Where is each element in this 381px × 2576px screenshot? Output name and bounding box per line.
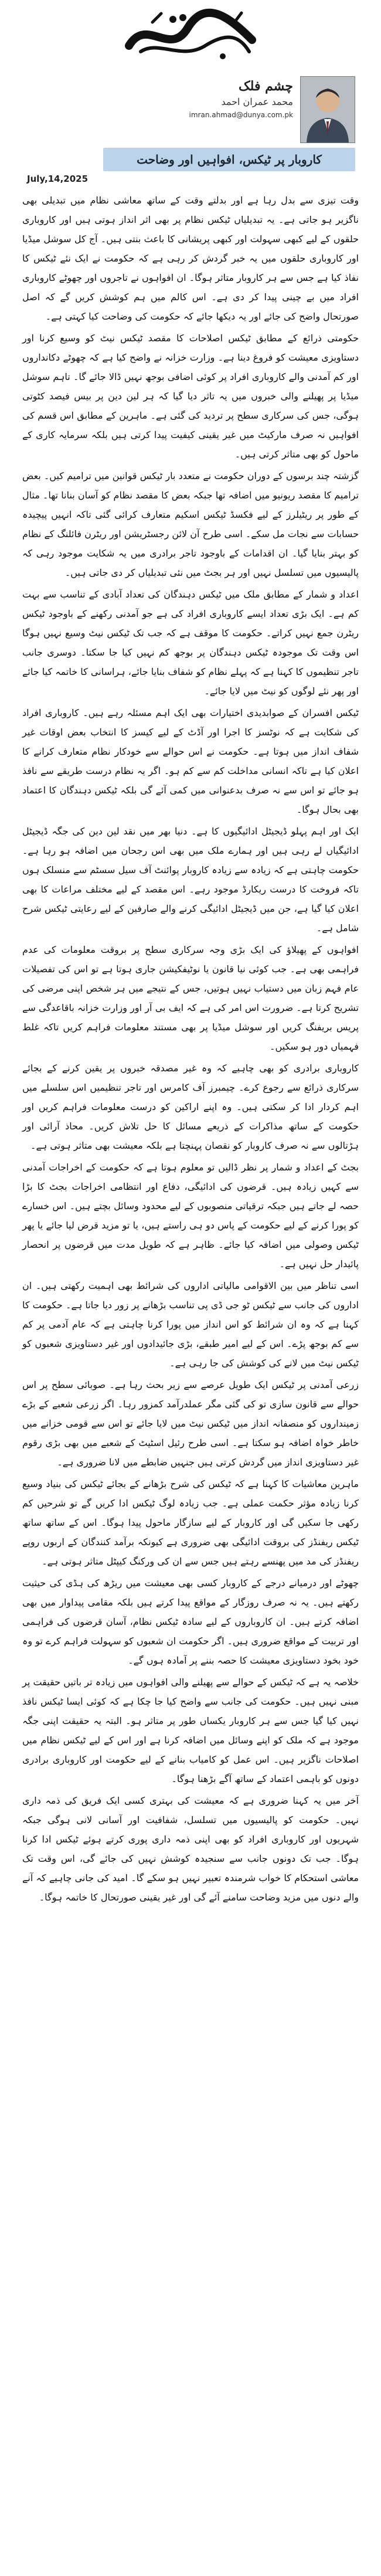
article-paragraph: ماہرین معاشیات کا کہنا ہے کہ ٹیکس کی شرح بڑھانے کے بجائے ٹیکس کی بنیاد وسیع کرنا زیادہ مؤثر حکمت عملی ہے۔ جب زیادہ لوگ ٹیکس ادا کریں گے تو شرحیں کم رکھی جا سکیں گی اور کاروبار کے لیے سازگار ماحول پیدا ہوگا۔ اس کے ساتھ ساتھ ٹیکس ریفنڈز کی بروقت ادائیگی بھی ضروری ہے کیونکہ برآمد کنندگان کے اربوں روپے ریفنڈز کی مد میں پھنسے رہتے ہیں جس سے ان کی ورکنگ کیپٹل متاثر ہوتی ہے۔ [22,1478,359,1567]
article-paragraph: افواہوں کے پھیلاؤ کی ایک بڑی وجہ سرکاری سطح پر بروقت معلومات کی عدم فراہمی بھی ہے۔ جب کوئی نیا قانون یا نوٹیفکیشن جاری ہوتا ہے تو اس کی تفصیلات عام فہم زبان میں دستیاب نہیں ہوتیں، جس کے نتیجے میں ہر شخص اپنی مرضی کی تشریح کرتا ہے۔ ضرورت اس امر کی ہے کہ ایف بی آر اور وزارت خزانہ باقاعدگی سے پریس بریفنگ کریں اور سوشل میڈیا پر بھی مستند معلومات فراہم کریں تاکہ غلط فہمیاں دور ہو سکیں۔ [22,944,359,1052]
author-name: محمد عمران احمد [221,96,293,108]
byline-section [15,70,366,191]
masthead [15,0,366,70]
author-email[interactable]: imran.ahmad@dunya.com.pk [189,111,293,120]
article-paragraph: آخر میں یہ کہنا ضروری ہے کہ معیشت کی بہتری کسی ایک فریق کی ذمہ داری نہیں۔ حکومت کو پالیسیوں میں تسلسل، شفافیت اور آسانی لانی ہوگی جبکہ شہریوں اور کاروباری افراد کو بھی اپنی ذمہ داری پوری کرتے ہوئے ٹیکس ادا کرنا ہوگا۔ جب تک دونوں جانب سے سنجیدہ کوشش نہیں کی جائے گی، اس وقت تک معاشی استحکام کا خواب شرمندہ تعبیر نہیں ہو سکے گا۔ امید کی جانی چاہیے کہ آنے والے دنوں میں مزید وضاحت سامنے آئے گی اور غیر یقینی صورتحال کا خاتمہ ہوگا۔ [22,1795,359,1903]
byline-text [123,79,293,119]
headline: کاروبار پر ٹیکس، افواہیں اور وضاحت [103,148,355,171]
article-paragraph: چھوٹے اور درمیانے درجے کے کاروبار کسی بھی معیشت میں ریڑھ کی ہڈی کی حیثیت رکھتے ہیں۔ یہ نہ صرف روزگار کے مواقع پیدا کرتے ہیں بلکہ مقامی پیداوار میں بھی اضافہ کرتے ہیں۔ ان کاروباروں کے لیے سادہ ٹیکس نظام، آسان قرضوں کی فراہمی اور تربیت کے مواقع ضروری ہیں۔ اگر حکومت ان شعبوں کو سہولت فراہم کرے تو وہ خود بخود دستاویزی معیشت کا حصہ بننے پر آمادہ ہوں گے۔ [22,1577,359,1666]
article-paragraph: حکومتی ذرائع کے مطابق ٹیکس اصلاحات کا مقصد ٹیکس نیٹ کو وسیع کرنا اور دستاویزی معیشت کو فروغ دینا ہے۔ وزارت خزانہ نے واضح کیا ہے کہ چھوٹے دکانداروں اور کم آمدنی والے کاروباری افراد پر کوئی اضافی بوجھ نہیں ڈالا جائے گا۔ تاہم سوشل میڈیا پر پھیلنے والی خبروں میں یہ تاثر دیا گیا کہ ہر لین دین پر بیس فیصد کٹوتی ہوگی، جس کی سرکاری سطح پر تردید کی گئی ہے۔ ماہرین کے مطابق اس قسم کی افواہیں نہ صرف مارکیٹ میں غیر یقینی کیفیت پیدا کرتی ہیں بلکہ سرمایہ کاری کے ماحول کو بھی متاثر کرتی ہیں۔ [22,332,359,460]
author-photo [300,76,355,143]
article-paragraph: خلاصہ یہ ہے کہ ٹیکس کے حوالے سے پھیلنے والی افواہوں میں زیادہ تر باتیں حقیقت پر مبنی نہیں ہیں۔ حکومت کی جانب سے واضح کیا جا چکا ہے کہ کوئی ایسا ٹیکس نافذ نہیں کیا گیا جس سے ہر کاروبار یکساں طور پر متاثر ہو۔ البتہ یہ حقیقت اپنی جگہ موجود ہے کہ ملک کو اپنے وسائل میں اضافہ کرنا ہے اور اس کے لیے ٹیکس نظام میں اصلاحات ناگزیر ہیں۔ اس عمل کو کامیاب بنانے کے لیے حکومت اور کاروباری برادری دونوں کو باہمی اعتماد کے ساتھ آگے بڑھنا ہوگا۔ [22,1676,359,1784]
article-paragraph: زرعی آمدنی پر ٹیکس ایک طویل عرصے سے زیر بحث رہا ہے۔ صوبائی سطح پر اس حوالے سے قانون سازی تو کی گئی مگر عملدرآمد کمزور رہا۔ اگر زرعی شعبے کے بڑے زمینداروں کو منصفانہ انداز میں ٹیکس نیٹ میں لایا جائے تو اس سے قومی خزانے میں خاطر خواہ اضافہ ہو سکتا ہے۔ اسی طرح رئیل اسٹیٹ کے شعبے میں بھی بڑی رقوم غیر دستاویزی انداز میں گردش کرتی ہیں جنہیں ضابطے میں لانا ضروری ہے۔ [22,1379,359,1468]
article-paragraph: ایک اور اہم پہلو ڈیجیٹل ادائیگیوں کا ہے۔ دنیا بھر میں نقد لین دین کی جگہ ڈیجیٹل ادائیگیاں لے رہی ہیں اور ہمارے ملک میں بھی اس رجحان میں اضافہ ہو رہا ہے۔ حکومت چاہتی ہے کہ زیادہ سے زیادہ کاروبار پوائنٹ آف سیل سسٹم سے منسلک ہوں تاکہ فروخت کا درست ریکارڈ موجود رہے۔ اس مقصد کے لیے مختلف مراعات کا بھی اعلان کیا گیا ہے، جن میں ڈیجیٹل ادائیگی کرنے والے صارفین کے لیے رعایتی ٹیکس شرح شامل ہے۔ [22,826,359,934]
logo-brush-mark [117,5,264,63]
newspaper-logo [117,5,264,63]
publish-date: July,14,2025 [27,174,89,184]
author-portrait-icon [301,77,355,142]
column-name: چشم فلک [238,79,293,94]
article-paragraph: اسی تناظر میں بین الاقوامی مالیاتی اداروں کی شرائط بھی اہمیت رکھتی ہیں۔ ان اداروں کی جانب سے ٹیکس ٹو جی ڈی پی تناسب بڑھانے پر زور دیا جاتا ہے۔ حکومت کا کہنا ہے کہ وہ ان شرائط کو اس انداز میں پورا کرنا چاہتی ہے کہ عام آدمی پر کم سے کم بوجھ پڑے۔ اس کے لیے امیر طبقے، بڑی جائیدادوں اور غیر دستاویزی شعبوں کو ٹیکس نیٹ میں لانے کی کوشش کی جا رہی ہے۔ [22,1280,359,1369]
article-body [15,191,366,1907]
article-paragraph: کاروباری برادری کو بھی چاہیے کہ وہ غیر مصدقہ خبروں پر یقین کرنے کے بجائے سرکاری ذرائع سے رجوع کرے۔ چیمبرز آف کامرس اور تاجر تنظیمیں اس سلسلے میں اہم کردار ادا کر سکتی ہیں۔ وہ اپنے اراکین کو درست معلومات فراہم کریں اور حکومت کے ساتھ مذاکرات کے ذریعے مسائل کا حل تلاش کریں۔ محاذ آرائی اور ہڑتالوں سے نہ صرف کاروبار کو نقصان پہنچتا ہے بلکہ معیشت بھی متاثر ہوتی ہے۔ [22,1063,359,1151]
article-paragraph: ٹیکس افسران کے صوابدیدی اختیارات بھی ایک اہم مسئلہ رہے ہیں۔ کاروباری افراد کی شکایت ہے کہ نوٹسز کا اجرا اور آڈٹ کے لیے کیسز کا انتخاب بعض اوقات غیر شفاف انداز میں ہوتا ہے۔ حکومت نے اس حوالے سے خودکار نظام متعارف کرانے کا اعلان کیا ہے تاکہ انسانی مداخلت کم سے کم ہو۔ اگر یہ نظام درست طریقے سے نافذ ہو جائے تو اس سے نہ صرف بدعنوانی میں کمی آئے گی بلکہ ٹیکس دہندگان کا اعتماد بھی بحال ہوگا۔ [22,707,359,815]
article-paragraph: اعداد و شمار کے مطابق ملک میں ٹیکس دہندگان کی تعداد آبادی کے تناسب سے بہت کم ہے۔ ایک بڑی تعداد ایسے کاروباری افراد کی ہے جو آمدنی رکھنے کے باوجود ٹیکس ریٹرن جمع نہیں کراتے۔ حکومت کا موقف ہے کہ جب تک ٹیکس نیٹ وسیع نہیں ہوگا اس وقت تک موجودہ ٹیکس دہندگان پر بوجھ کم نہیں کیا جا سکتا۔ دوسری جانب تاجر تنظیموں کا کہنا ہے کہ پہلے نظام کو شفاف بنایا جائے، ہراسانی کا خاتمہ کیا جائے اور پھر نئے لوگوں کو نیٹ میں لایا جائے۔ [22,589,359,697]
article-paragraph: بجٹ کے اعداد و شمار پر نظر ڈالیں تو معلوم ہوتا ہے کہ حکومت کے اخراجات آمدنی سے کہیں زیادہ ہیں۔ قرضوں کی ادائیگی، دفاع اور انتظامی اخراجات بجٹ کا بڑا حصہ لے جاتے ہیں جبکہ ترقیاتی منصوبوں کے لیے محدود وسائل بچتے ہیں۔ اس خسارے کو پورا کرنے کے لیے حکومت کے پاس دو ہی راستے ہیں، یا تو مزید قرض لیا جائے یا پھر ٹیکس وصولی میں اضافہ کیا جائے۔ ظاہر ہے کہ طویل مدت میں قرضوں پر انحصار پائیدار حل نہیں ہے۔ [22,1162,359,1270]
article-paragraph: گزشتہ چند برسوں کے دوران حکومت نے متعدد بار ٹیکس قوانین میں ترامیم کیں۔ بعض ترامیم کا مقصد ریونیو میں اضافہ تھا جبکہ بعض کا مقصد نظام کو آسان بنانا تھا۔ مثال کے طور پر ریٹیلرز کے لیے فکسڈ ٹیکس اسکیم متعارف کرائی گئی تاکہ انہیں پیچیدہ حسابات سے نجات مل سکے۔ اسی طرح آن لائن رجسٹریشن اور ریٹرن فائلنگ کے نظام کو بہتر بنایا گیا۔ ان اقدامات کے باوجود تاجر برادری میں یہ شکایت موجود رہی کہ پالیسیوں میں تسلسل نہیں اور ہر بجٹ میں نئی تبدیلیاں کر دی جاتی ہیں۔ [22,470,359,578]
article-paragraph: وقت تیزی سے بدل رہا ہے اور بدلتے وقت کے ساتھ معاشی نظام میں تبدیلی بھی ناگزیر ہو جاتی ہے۔ یہ تبدیلیاں ٹیکس نظام پر بھی اثر انداز ہوتی ہیں اور کاروباری حلقوں کے لیے کبھی سہولت اور کبھی پریشانی کا باعث بنتی ہیں۔ آج کل سوشل میڈیا اور کاروباری حلقوں میں یہ خبر گردش کر رہی ہے کہ حکومت نے ایک نئے ٹیکس کا نفاذ کیا ہے جس سے ہر کاروبار متاثر ہوگا۔ ان افواہوں نے تاجروں اور چھوٹے کاروباری افراد میں بے چینی پیدا کر دی ہے۔ اس کالم میں ہم کوشش کریں گے کہ اصل صورتحال واضح کی جائے اور یہ دیکھا جائے کہ حکومت کی وضاحت کیا کہتی ہے۔ [22,195,359,322]
